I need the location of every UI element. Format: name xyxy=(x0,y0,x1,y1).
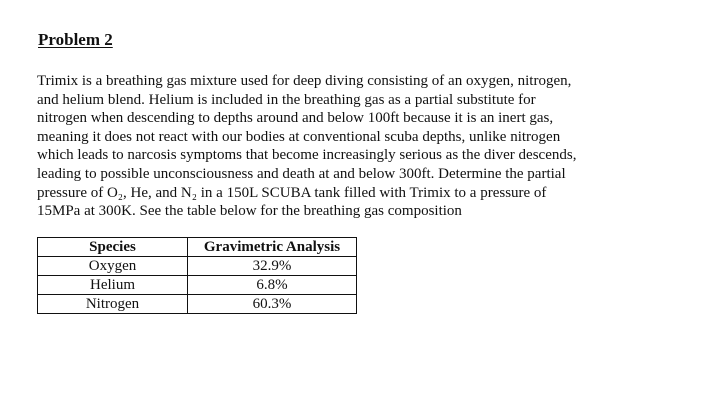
table-row xyxy=(38,257,357,276)
statement-line: pressure of O₂, He, and N₂ in a 150L SCUBA tank filled with Trimix to a pressure of xyxy=(37,184,547,201)
table-header-row xyxy=(38,238,357,257)
problem-statement xyxy=(37,72,637,221)
statement-line: which leads to narcosis symptoms that become increasingly serious as the diver descends, xyxy=(37,147,577,164)
header-gravimetric-analysis: Gravimetric Analysis xyxy=(188,238,357,257)
statement-line: Trimix is a breathing gas mixture used for deep diving consisting of an oxygen, nitrogen, xyxy=(37,73,572,89)
statement-line: meaning it does not react with our bodies at conventional scuba depths, unlike nitrogen xyxy=(37,128,561,145)
fraction-cell: 6.8% xyxy=(188,276,357,295)
fraction-cell: 60.3% xyxy=(188,295,357,314)
statement-line: nitrogen when descending to depths around and below 100ft because it is an inert gas, xyxy=(37,110,554,127)
species-cell: Oxygen xyxy=(38,257,188,276)
problem-title: Problem 2 xyxy=(38,30,113,49)
statement-line: leading to possible unconsciousness and death at and below 300ft. Determine the partial xyxy=(37,165,566,182)
statement-line: 15MPa at 300K. See the table below for the breathing gas composition xyxy=(37,203,462,220)
fraction-cell: 32.9% xyxy=(188,257,357,276)
table-row xyxy=(38,295,357,314)
species-cell: Nitrogen xyxy=(38,295,188,314)
statement-line: and helium blend. Helium is included in the breathing gas as a partial substitute for xyxy=(37,91,536,108)
gas-composition-table xyxy=(37,237,357,314)
species-cell: Helium xyxy=(38,276,188,295)
header-species: Species xyxy=(38,238,188,257)
table-row xyxy=(38,276,357,295)
